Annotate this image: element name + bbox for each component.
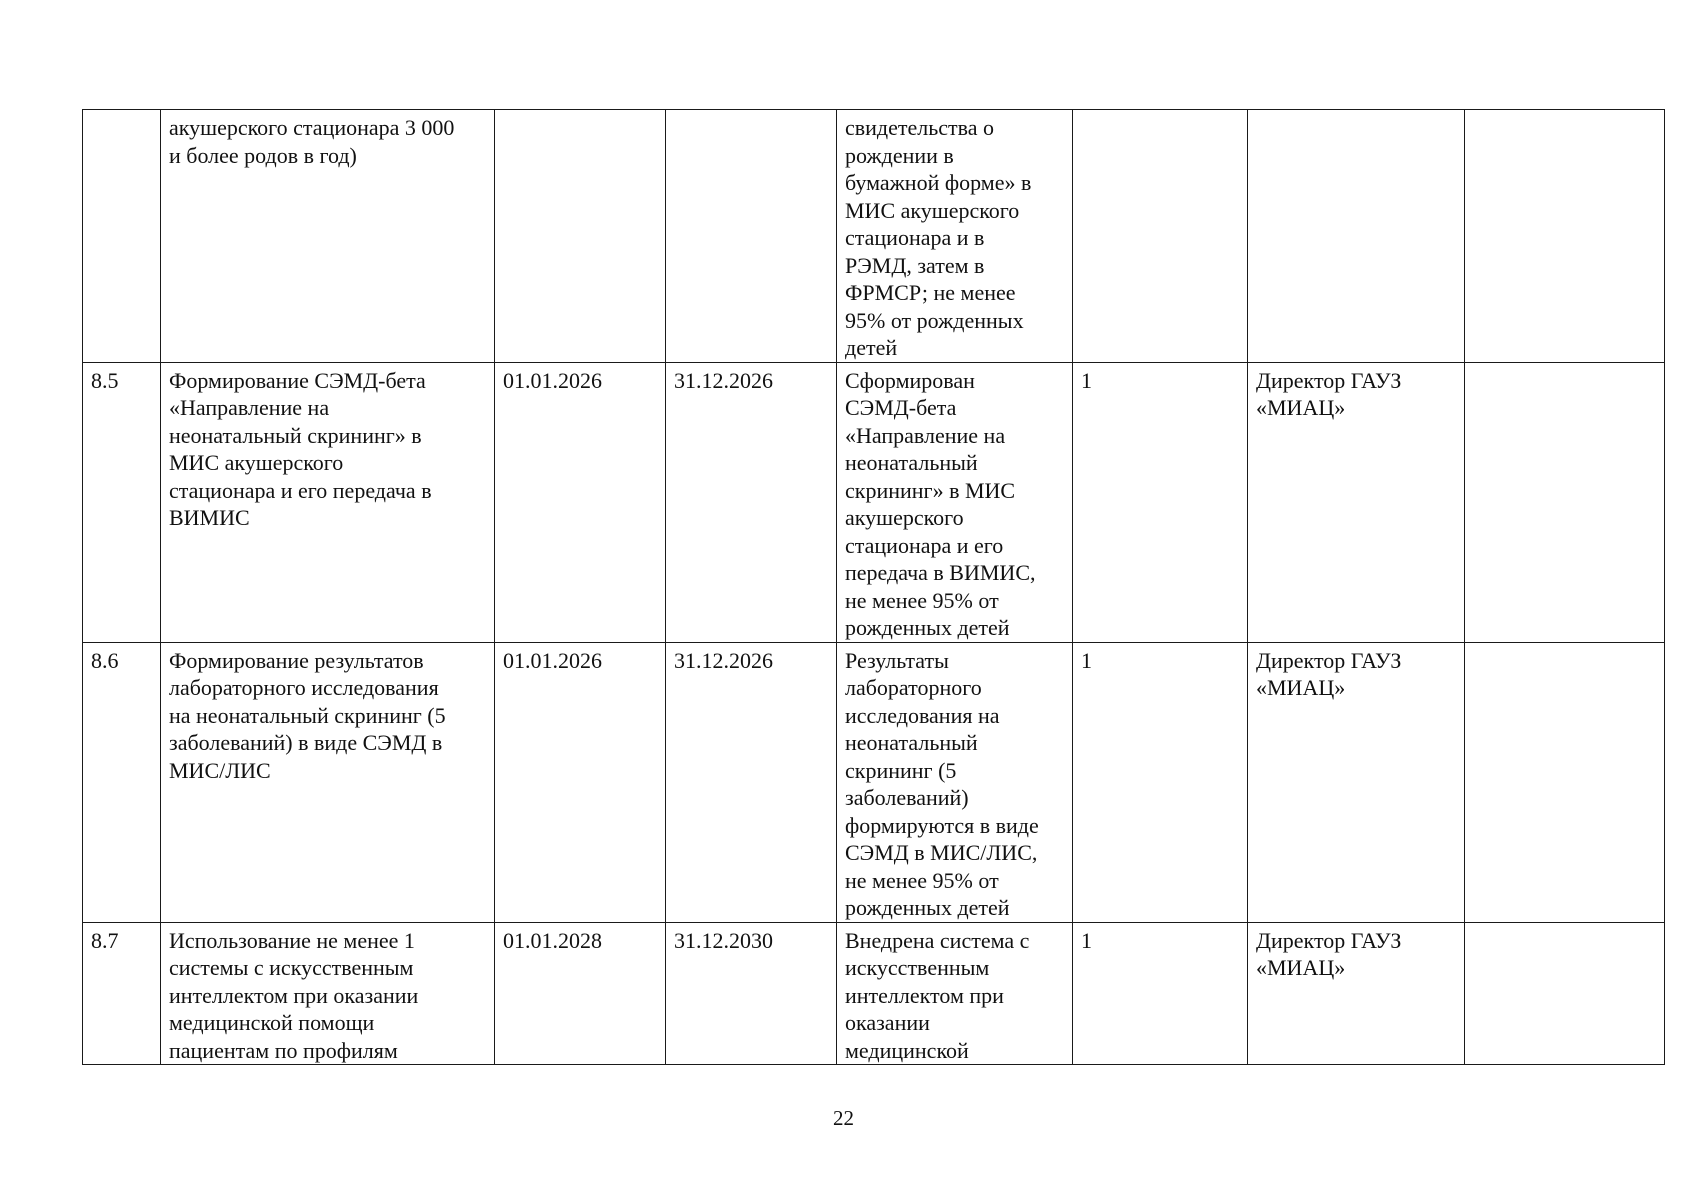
cell-end-date: 31.12.2030 <box>666 922 837 1065</box>
cell-result: Сформирован СЭМД-бета «Направление на неонатальный скрининг» в МИС акушерского стационара и его передача в ВИМИС, не менее 95% от рожденных детей <box>837 362 1073 642</box>
cell-value: 1 <box>1073 922 1248 1065</box>
cell-value: 1 <box>1073 362 1248 642</box>
cell-start-date: 01.01.2026 <box>495 642 666 922</box>
cell-result: Внедрена система с искусственным интеллектом при оказании медицинской <box>837 922 1073 1065</box>
cell-end-date: 31.12.2026 <box>666 362 837 642</box>
cell-note <box>1465 922 1665 1065</box>
table-row <box>83 642 1665 922</box>
measures-table <box>82 109 1665 1065</box>
cell-responsible: Директор ГАУЗ «МИАЦ» <box>1248 642 1465 922</box>
cell-note <box>1465 362 1665 642</box>
cell-measure-name: акушерского стационара 3 000 и более родов в год) <box>161 110 495 363</box>
cell-result: Результаты лабораторного исследования на неонатальный скрининг (5 заболеваний) формируются в виде СЭМД в МИС/ЛИС, не менее 95% от рожденных детей <box>837 642 1073 922</box>
cell-value <box>1073 110 1248 363</box>
cell-responsible: Директор ГАУЗ «МИАЦ» <box>1248 362 1465 642</box>
cell-responsible <box>1248 110 1465 363</box>
table-row <box>83 110 1665 363</box>
cell-measure-name: Использование не менее 1 системы с искусственным интеллектом при оказании медицинской помощи пациентам по профилям <box>161 922 495 1065</box>
cell-number: 8.7 <box>83 922 161 1065</box>
cell-end-date: 31.12.2026 <box>666 642 837 922</box>
cell-start-date: 01.01.2028 <box>495 922 666 1065</box>
cell-result: свидетельства о рождении в бумажной форме» в МИС акушерского стационара и в РЭМД, затем в ФРМСР; не менее 95% от рожденных детей <box>837 110 1073 363</box>
cell-start-date: 01.01.2026 <box>495 362 666 642</box>
cell-note <box>1465 110 1665 363</box>
table-row <box>83 362 1665 642</box>
cell-number: 8.5 <box>83 362 161 642</box>
page-number: 22 <box>833 1106 854 1130</box>
cell-measure-name: Формирование СЭМД-бета «Направление на неонатальный скрининг» в МИС акушерского стационара и его передача в ВИМИС <box>161 362 495 642</box>
cell-number: 8.6 <box>83 642 161 922</box>
cell-value: 1 <box>1073 642 1248 922</box>
cell-measure-name: Формирование результатов лабораторного исследования на неонатальный скрининг (5 заболеваний) в виде СЭМД в МИС/ЛИС <box>161 642 495 922</box>
table-row <box>83 922 1665 1065</box>
cell-number <box>83 110 161 363</box>
cell-start-date <box>495 110 666 363</box>
cell-responsible: Директор ГАУЗ «МИАЦ» <box>1248 922 1465 1065</box>
cell-note <box>1465 642 1665 922</box>
cell-end-date <box>666 110 837 363</box>
